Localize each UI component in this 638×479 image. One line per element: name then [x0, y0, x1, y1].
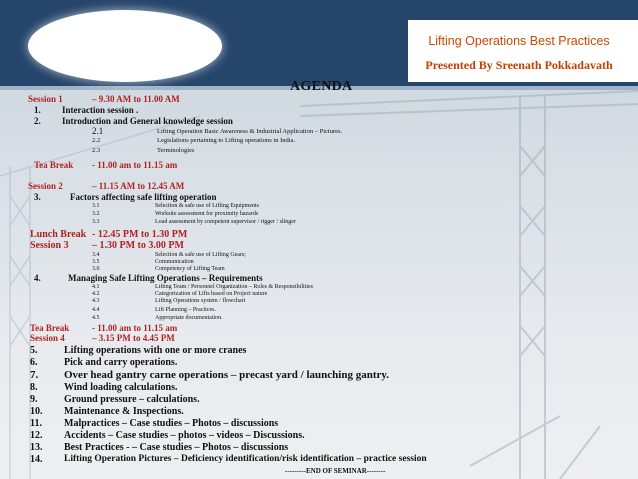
session-3-time: – 1.30 PM to 3.00 PM	[92, 240, 184, 251]
agenda-item: Factors affecting safe lifting operation	[70, 192, 217, 202]
agenda-item-number: 10.	[30, 406, 43, 417]
sub-item: Lift Planning – Practices.	[155, 307, 216, 313]
sub-item: Categorization of Lifts based on Project nature	[155, 291, 268, 297]
sub-item-number: 3.6	[92, 266, 100, 272]
sub-item-number: 3.3	[92, 219, 100, 225]
agenda-heading: AGENDA	[290, 79, 353, 94]
agenda-item: Malpractices – Case studies – Photos – discussions	[64, 418, 279, 429]
agenda-item-number: 7.	[30, 369, 39, 381]
header-title-box	[408, 20, 638, 82]
session-1-label: Session 1	[28, 94, 63, 104]
session-4-label: Session 4	[30, 333, 65, 343]
end-of-seminar: ---------END OF SEMINAR--------	[285, 467, 386, 475]
agenda-item-number: 8.	[30, 382, 38, 393]
sub-item: Load assessment by competent supervisor / rigger / slinger	[155, 219, 296, 225]
agenda-item-number: 9.	[30, 394, 38, 405]
agenda-item: Lifting Operation Pictures – Deficiency identification/risk identification – practice session	[64, 454, 427, 464]
session-1-time: – 9.30 AM to 11.00 AM	[92, 94, 180, 104]
agenda-item: Best Practices - – Case studies – Photos – discussions	[64, 442, 289, 453]
sub-item-number: 3.5	[92, 259, 100, 265]
sub-item-number: 2.3	[92, 147, 101, 154]
sub-item-number: 3.1	[92, 203, 100, 209]
agenda-item: Interaction session .	[62, 105, 139, 115]
session-2-label: Session 2	[28, 181, 63, 191]
sub-item: Communication	[155, 259, 194, 265]
agenda-item: Introduction and General knowledge session	[62, 116, 233, 126]
sub-item-number: 4.4	[92, 307, 100, 313]
sub-item: Lifting Operations system / flowchart	[155, 298, 246, 304]
sub-item: Lifting Team / Personnel Organization – Roles & Responsibilities	[155, 284, 314, 290]
agenda-item-number: 1.	[34, 105, 41, 115]
sub-item-number: 3.2	[92, 211, 100, 217]
sub-item: Lifting Operation Basic Awareness & Industrial Application – Pictures.	[157, 128, 343, 135]
agenda-item-number: 4.	[34, 273, 41, 283]
session-2-time: – 11.15 AM to 12.45 AM	[92, 181, 185, 191]
sub-item: Selection & safe use of Lifting Gears;	[155, 252, 246, 258]
agenda-item: Over head gantry carne operations – precast yard / launching gantry.	[64, 369, 390, 381]
sub-item: Appropriate documentation.	[155, 315, 223, 321]
agenda-item-number: 12.	[30, 430, 43, 441]
tea-break-label: Tea Break	[30, 323, 70, 333]
session-4-time: – 3.15 PM to 4.45 PM	[92, 333, 175, 343]
sub-item: Terminologies	[157, 147, 195, 154]
agenda-item: Ground pressure – calculations.	[64, 394, 200, 405]
sub-item-number: 4.1	[92, 284, 100, 290]
agenda-item: Wind loading calculations.	[64, 382, 178, 393]
agenda-item: Maintenance & Inspections.	[64, 406, 184, 417]
agenda-item-number: 14.	[30, 454, 43, 465]
sub-item: Worksite assessment for proximity hazards	[155, 211, 259, 217]
presenter-name: Presented By Sreenath Pokkadavath	[425, 58, 613, 72]
session-3-label: Session 3	[30, 240, 69, 251]
sub-item-number: 2.2	[92, 137, 101, 144]
lunch-break-time: - 12.45 PM to 1.30 PM	[92, 229, 188, 240]
agenda-item-number: 2.	[34, 116, 41, 126]
tea-break-label: Tea Break	[34, 160, 74, 170]
sub-item-number: 3.4	[92, 252, 100, 258]
sub-item-number: 4.2	[92, 291, 100, 297]
agenda-item-number: 11.	[30, 418, 42, 429]
company-logo	[28, 10, 222, 82]
lunch-break-label: Lunch Break	[30, 229, 87, 240]
agenda-item-number: 3.	[34, 192, 41, 202]
agenda-item: Pick and carry operations.	[64, 357, 178, 368]
sub-item: Legislations pertaining to Lifting operations in India.	[157, 137, 296, 144]
tea-break-time: - 11.00 am to 11.15 am	[92, 160, 178, 170]
agenda-item-number: 13.	[30, 442, 43, 453]
presentation-title: Lifting Operations Best Practices	[428, 34, 610, 48]
sub-item-number: 4.5	[92, 315, 100, 321]
tea-break-time: - 11.00 am to 11.15 am	[92, 323, 178, 333]
agenda-item: Managing Safe Lifting Operations – Requirements	[68, 273, 263, 283]
agenda-item-number: 6.	[30, 357, 38, 368]
sub-item-number: 2.1	[92, 126, 104, 136]
sub-item: Selection & safe use of Lifting Equipments	[155, 203, 259, 209]
agenda-item: Accidents – Case studies – photos – videos – Discussions.	[64, 430, 305, 441]
sub-item: Competency of Lifting Team	[155, 266, 225, 272]
agenda-item-number: 5.	[30, 345, 38, 356]
agenda-item: Lifting operations with one or more cranes	[64, 345, 247, 356]
sub-item-number: 4.3	[92, 298, 100, 304]
